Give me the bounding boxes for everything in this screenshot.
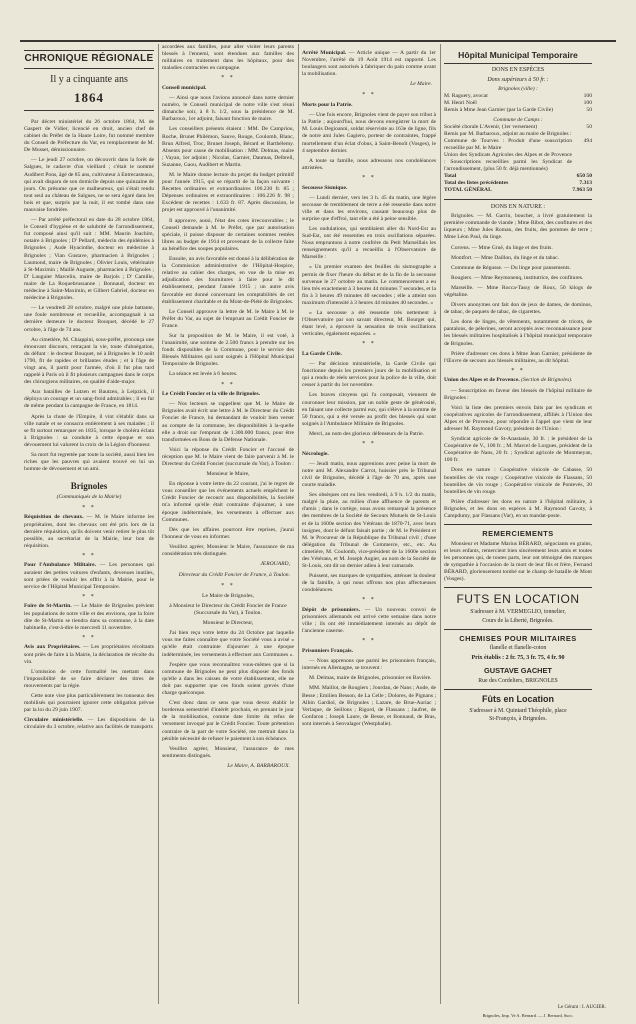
secousse-heading: Secousse Sismique. (302, 184, 348, 191)
dons-especes-heading: DONS EN ESPÈCES (491, 66, 545, 73)
ad-chemises-shop: GUSTAVE GACHET (484, 666, 552, 676)
brief-heading: Foire de St-Martin. (24, 603, 72, 610)
separator-stars: * * (362, 174, 376, 181)
paragraph: Merci, au nom des glorieux défenseurs de la Patrie. (309, 430, 424, 437)
printer-line: Brignoles, Imp. Ve A. Bernard. — J. Bernard, Succ. (482, 1013, 574, 1018)
arrete-heading: Arrêté Municipal. (302, 50, 347, 56)
separator-stars: * * (362, 341, 376, 348)
brief-text: Cette note vise plus particulièrement les tonneaux des mobilisés qui pourraient ignorer cette obligation prévue par la loi du 29 juin 1907. (24, 693, 154, 714)
donation-row (444, 138, 592, 152)
brief-text: L'omission de cette formalité les mettant dans l'impossibilité de se faire déclarer des titres de mouvements par la régie. (24, 668, 154, 689)
prisonniers-body (302, 658, 436, 728)
gerant-line: Le Gérant : I. AUGIER. (557, 1005, 606, 1010)
paragraph: J'ai bien reçu votre lettre du 24 Octobre par laquelle vous me faites connaître que votre Société vous a avisé « qu'elle était contrainte d'ajourner à une époque indéterminée, les versements à effectuer aux Communes ». (162, 630, 294, 658)
divider (444, 629, 592, 630)
brief-item (24, 603, 154, 631)
commune-label: Commune de Camps : (493, 116, 543, 123)
donation-label: M. Raguery, avocat (444, 93, 488, 100)
union-heading: Union des Alpes et de Provence. (444, 377, 520, 384)
donation-amount (572, 152, 592, 173)
paragraph: Les ondulations, qui semblaient aller du Nord-Est au Sud-Est, ont été ressenties en trois oscillations séparées. Nous empruntons à notre confrère du Petit Marseillais les renseignements qu'il a recueillis à l'Observatoire de Marseille : (302, 226, 436, 261)
paragraph: J'espère que vous reconnaîtrez vous-mêmes que si la commune de Brignoles ne peut plus disposer des fonds qu'elle a dans les caisses de votre établissement, elle ne doit pas supporter que ces fonds soient grevés d'une charge quelconque. (162, 661, 294, 697)
paragraph: M. Delmas, maire de Brignoles, prisonnier en Bavière. (309, 675, 432, 682)
nature-body (444, 213, 592, 365)
paragraph: Au cimetière, M. Chiappini, sous-préfet, prononça une émouvant discours, retraçant la vie, toute d'abnégation, du défunt : le docteur Bouquet, né à Brignoles le 10 août 1790, fit de rapides et brillantes études ; et à l'âge de vingt ans, il partit pour l'armée, d'où il fut plus tard rappelé à Paris où il fit plusieurs campagnes dans le corps des chirurgiens militaires, en qualité d'aide-major. (24, 336, 154, 386)
garde-heading: La Garde Civile. (302, 351, 342, 358)
brief-item (24, 693, 154, 714)
paragraph: Rougiers. — Mme Reymonenq, institutrice, des confitures. (451, 274, 584, 281)
donations-list-2 (444, 131, 592, 174)
depot-text: — Un nouveau convoi de prisonniers allemands est arrivé cette semaine dans notre ville ; ils ont été immédiatement internés au dépôt de l'ancienne caserne. (302, 607, 436, 635)
year-heading: 1864 (24, 90, 154, 111)
brignoles-heading: Brignoles (70, 481, 108, 492)
donation-amount: 7.963 50 (572, 187, 592, 194)
ad-futs-line2: Cours de la Liberté, Brignoles. (482, 617, 554, 624)
paragraph: Veuillez agréer, Monsieur, l'assurance de mes sentiments distingués. (162, 745, 294, 759)
column-4 (444, 44, 592, 1010)
ad-chemises-address: Rue des Cordeliers, BRIGNOLES (478, 677, 558, 684)
separator-stars: * * (221, 583, 235, 590)
paragraph: — Jeudi matin, nous apprenions avec peine la mort de notre ami M. Alexandre Carrot, huissier près le Tribunal civil de Brignoles, décédé à l'âge de 70 ans, après une courte maladie. (302, 460, 436, 489)
paragraph: — Lundi dernier, vers les 3 h. 45 du matin, une légère secousse de tremblement de terre a été ressentie dans notre ville et dans les environs, causant beaucoup plus de surprise que d'effroi, tant elle a été à peine sensible. (302, 194, 436, 222)
donation-row (444, 173, 592, 180)
divider (444, 689, 592, 690)
donation-amount: 7.313 (579, 180, 592, 187)
paragraph: Le Conseil approuve la lettre de M. le Maire à M. le Préfet du Var, au sujet de l'emprunt au Crédit Foncier de France. (162, 308, 294, 329)
paragraph: Prière d'adresser ces dons à Mme Jean Garnier, présidente de l'Œuvre de secours aux blessés militaires, au dit hôpital. (444, 350, 592, 364)
paragraph: Aux batailles de Lutzen et Bautzen, à Leipzick, il déploya un courage et un sang-froid admirables ; il en fut de même pendant la campagne de France, en 1814. (24, 389, 154, 410)
credit-heading: Le Crédit Foncier et la ville de Brignoles. (162, 391, 261, 398)
brief-text: — Les personnes qui auraient des petites voitures d'enfants, devenues inutiles, sont priées de vouloir les offrir à la Mairie, pour le service de l'Hôpital Municipal Temporaire. (24, 562, 154, 590)
paragraph: Les conseillers présents étaient : MM. De Campriou, Roche, Brunet Philémon, Sauve, Rouge, Coulomb, Blanc, Brun Alfred, Troc, Brunet Joseph, Bérard et Barthélemy. Absents pour cause de mobilisation : MM. Delmas, maire ; Vayan, 1er adjoint ; Nicolas, Garnier, Daumas, Delbreil, Suzanne, Gaou, Audibert et Martin. (162, 126, 294, 168)
donation-amount: 100 (583, 100, 592, 107)
brignoles-label: Brignoles (ville) : (498, 86, 538, 93)
ad-futs2-title: Fûts en Location (482, 694, 554, 705)
paragraph: Ses obsèques ont eu lieu vendredi, à 9 h. 1/2 du matin, malgré la pluie, au milieu d'une affluence de parents et d'amis ; dans le cortège, nous avons remarqué la présence des membres de la Société de Secours Mutuels de St-Louis et de la 1600e section des Vétérans de 1870-71, avec leurs insignes, dont le défunt faisait partie ; de M. le Président et M. le Procureur de la République du Tribunal civil ; d'une délégation du Tribunal de Commerce, etc., etc. Au cimetière, M. Coulomb, vice-président de la 1600e section des Vétérans, et M. Joseph Augier, au nom de la Société de St-Louis, ont dit un dernier adieu à leur camarade. (302, 492, 436, 570)
donation-row (444, 152, 592, 173)
donation-amount: 100 (583, 93, 592, 100)
brief-text: — Les propriétaires récoltants sont priés de faire à la Mairie, la déclaration de récolte du vin. (24, 644, 154, 665)
paragraph: La séance est levée à 6 heures. (169, 371, 238, 378)
conseil-body (162, 95, 294, 378)
brief-item (24, 562, 154, 590)
donation-row (444, 187, 592, 194)
donation-amount: 650 50 (576, 173, 592, 180)
brief-item (24, 644, 154, 665)
donation-amount (572, 131, 592, 138)
briefs-list (24, 505, 154, 732)
reply-heading: Le Maire de Brignoles, (202, 592, 254, 599)
union-sub: (Section de Brignoles). (521, 377, 573, 384)
morts-heading: Morts pour la Patrie. (302, 102, 353, 109)
divider (444, 587, 592, 588)
paragraph: Divers anonymes ont fait don de jeux de dames, de dominos, de tabac, de paquets de tabac, de cigarettes. (444, 302, 592, 316)
brief-text: — Les dispositions de la circulaire du 3 octobre, relative aux facilités de transports (24, 717, 154, 731)
remerciements-text: Monsieur et Madame Marius BÉRARD, négociants en grains, et leurs enfants, remercient bien sincèrement leurs amis et toutes les personnes qui, de toutes parts, leur ont témoigné des marques de sympathie à l'occasion de la mort de leur fils et frère, Fernand BÉRARD, glorieusement tombé sur le champ de bataille de Mont (Vosges). (444, 540, 592, 582)
paragraph: Puissent, ses marques de sympathies, atténuer la douleur de la famille, à qui nous offrons nos plus affectueuses condoléances. (302, 573, 436, 594)
donation-label: Total des listes précédentes (444, 180, 509, 187)
brief-item (24, 669, 154, 690)
donation-label: Remis à Mme Jean Garnier (par la Garde Civile) (444, 107, 554, 114)
reply-body (162, 630, 294, 760)
paragraph: — Ainsi que nous l'avions annoncé dans notre dernier numéro, le Conseil municipal de notre ville s'est réuni dimanche soir, à 8 h. 1/2, sous la présidence de M. Barbaroux, 1er adjoint, faisant fonction de maire. (162, 95, 294, 123)
paragraph: Sur la proposition de M. le Maire, il est voté, à l'unanimité, une somme de 2.500 francs à prendre sur les fonds disponibles de la Commune, pour le service des Blessés Militaires qui sont soignés à l'Hôpital Municipal Temporaire de Brignoles. (162, 332, 294, 368)
morts-body (302, 112, 436, 172)
paragraph: « Un premier examen des feuilles du sismographe a permis de fixer l'heure du début et de la fin de la secousse survenue le 27 octobre au matin. Le commencement a eu lieu très exactement à 3 heures 44 minutes 7 secondes, et la fin à 3 heures 49 minutes 40 secondes ; elle a atteint son maximum d'intensité à 3 heures 44 minutes 40 secondes. » (302, 264, 436, 306)
paragraph: — Nous apprenons que parmi les prisonniers français, internés en Allemagne, se trouvent : (302, 658, 436, 672)
donation-label: Remis par M. Barbaroux, adjoint au maire de Brignoles : (444, 130, 572, 137)
paragraph: « La secousse a été ressentie très nettement à l'Observatoire par son savant directeur, M. Bourget qui, étant levé, a éprouvé la sensation de trois oscillations verticales, également espacées. » (302, 310, 436, 338)
donation-label: Commune de Tourves : Produit d'une souscription recueillie par M. le Maire (444, 137, 572, 151)
commune-row: Société chorale L'Avenir, (1er versement) 50 (444, 123, 592, 130)
donation-amount: 50 (586, 107, 592, 114)
separator-stars: * * (82, 634, 96, 641)
paragraph: MM. Maillot, de Rougiers ; Jourdan, de Nans ; Aude, de Besse ; Emilien Besson, de La Celle ; Dolores, de Pignans ; Albin Gardiol, de Brignoles ; Lazare, de Brue-Auriac ; Verlaque, de Seillons ; Rigord, de Flassans ; Jaufret, de Gonfaron ; Joseph Laure, de Besse, et Bonnaud, de Bras, sont internés à Senvalager (Westphalie). (302, 685, 436, 727)
letter-signer: JEROUARD, (260, 561, 290, 568)
column-2 (162, 44, 294, 1010)
necrologie-heading: Nécrologie. (302, 450, 329, 457)
paragraph: Correns. — Mme Gruë, du linge et des fruits. (451, 244, 553, 251)
separator-stars: * * (362, 92, 376, 99)
paragraph: Dons en nature : Coopérative vinicole de Cabasse, 50 bouteilles de vin rouge ; Coopérative vinicole de Flassans, 50 bouteilles de vin rouge ; Coopérative vinicole de Pontevès, 30 bouteilles de vin rouge. (444, 467, 592, 495)
paragraph: — Une fois encore, Brignoles vient de payer son tribut à la Patrie ; aujourd'hui, nous devons enregistrer la mort de M. Louis Degioanni, soldat réserviste au 163e de ligne, fils de notre ami Jules Gagiero, porteur de contraintes, frappé mortellement d'un éclat d'obus, à Saint-Benoît (Vosges), le 4 septembre dernier. (302, 112, 436, 154)
donation-label: TOTAL GÉNÉRAL (444, 187, 492, 194)
letter-salutation: Monsieur le Maire, (206, 471, 250, 478)
paragraph: Ensuite, un avis favorable est donné à la délibération de la Commission administrative de l'Hôpital-Hospice, relative au cahier des charges, en vue de la mise en adjudication des fournitures à faire pour le dit établissement, pendant l'année 1915 ; un autre avis favorable est donné concernant les comptabilités de cet établissement charitable et du Mont-de-Piété de Brignoles. (162, 256, 294, 305)
brief-heading: Réquisition de chevaux. (24, 514, 84, 521)
paragraph: — Par décision ministérielle, la Garde Civile qui fonctionne depuis les premiers jours de la mobilisation et qui a rendu de réels services pour la police de la ville, doit cesser à partir du 1er novembre. (302, 361, 436, 389)
section-title: CHRONIQUE RÉGIONALE (24, 50, 154, 69)
paragraph: — Nos lecteurs se rappellent que M. le Maire de Brignoles avait écrit une lettre à M. le Directeur du Crédit Foncier de France, lui demandant de vouloir bien verser au compte de la commune, les disponibilités à la-quelle elle a droit sur l'emprunt de 1.300.000 francs, pour être transformées en Bons de la Défense Nationale. (162, 401, 294, 443)
donation-label: Total (444, 173, 457, 180)
paragraph: Syndicat agricole de St-Anastasie, 30 fr. ; le président de la Coopérative de V., 100 fr. ; M. Marcel de Lorgues, président de la Coopérative de Nans, 20 fr. ; Syndicat agricole de Montmeyan, 100 fr. (444, 436, 592, 464)
paragraph: Dès que les affaires pourront être reprises, j'aurai l'honneur de vous en informer. (162, 526, 294, 540)
paragraph: — Le jeudi 27 octobre, on découvrit dans la forêt de Salgues, le cadavre d'un vieillard ; c'était le nommé Audibert Pons, âgé de 85 ans, cultivateur à Entrecasteaux, qui avait disparu de son domicile depuis une quinzaine de jours. On présume que ce malheureux, qui s'était rendu tout seul au château de Salgues, ne se sera égaré dans les bois et que, surpris par la nuit, il est tombé dans une mauvaise fondrière. (24, 157, 154, 213)
subtitle: Il y a cinquante ans (50, 73, 128, 85)
donation-row (444, 107, 592, 114)
paragraph: Commune de Régusse. — Du linge pour pansements. (451, 264, 571, 271)
garde-body (302, 361, 436, 438)
letter-signer-title: Directeur du Crédit Foncier de France, à Toulon. (178, 572, 290, 579)
conseil-heading: Conseil municipal. (162, 84, 207, 91)
donation-amount: 494 (583, 137, 592, 144)
paragraph: — Par arrêté préfectoral en date du 28 octobre 1864, le Conseil d'hygiène et de salubrité de l'arrondissement, fut composé ainsi qu'il suit : MM. Maurin Joachim, notaire à Brignoles ; D' Pellard, médecin des épidémies à Brignoles ; Aude Hyacinthe, docteur en médecine à Brignoles ; Vian Gustave, pharmacien à Brignoles ; Laumond, maire de Brignoles ; Olivier Louis, vétérinaire à St-Maximin ; Maillé Auguste, pharmacien à Brignoles ; D' Lauguier Marcelin, maire de Barjols ; D' Camille, maire de La Roquebrussanne ; Bonnaud, docteur en médecine à Saint-Maximin, et Gilbert Gabriel, docteur en médecine à Brignoles. (24, 217, 154, 302)
article-body (24, 119, 154, 473)
donation-label: Union des Syndicats Agricoles des Alpes et de Provence : Souscriptions recueillies parmi les Syndicat de l'arrondissement, (plus 50 fr. déjà mentionnés) (444, 151, 572, 173)
divider (444, 199, 592, 200)
paragraph: Sa mort fut regrettée par toute la société, aussi bien les riches que les pauvres qui avaient trouvé en lui un homme de dévouement et un ami. (24, 452, 154, 473)
arrete-text: — Article unique — A partir du 1er Novembre, l'arrêté du 19 Août 1914 est rapporté. Les boulangers sont autorisés à fabriquer du pain comme avant la mobilisation. (302, 50, 436, 78)
reply-signer: Le Maire, A. BARBAROUX. (227, 762, 290, 769)
top-rule (20, 40, 616, 42)
separator-stars: * * (221, 381, 235, 388)
paragraph: Les braves citoyens qui l'a composait, viennent de couronner leur mission, par un noble geste de générosité, en faisant une collecte parmi eux, qui s'élève à la somme de 50 francs, qui a été versée au profit des blessés qui sont soignés à l'Ambulance Militaire de Brignoles. (302, 392, 436, 427)
separator-stars: * * (82, 593, 96, 600)
hospital-title: Hôpital Municipal Temporaire (444, 50, 592, 64)
donations-list (444, 93, 592, 114)
column-1 (24, 44, 154, 1010)
brief-text: — Le Maire de Brignoles prévient les populations de notre ville et des environs, que la foire dite de St-Martin se tiendra dans sa commune, à la date habituelle, c'est-à-dire le mercredi 11 novembre. (24, 603, 154, 631)
separator-stars: * * (221, 75, 235, 82)
credit-body (162, 401, 294, 468)
paragraph: A toute sa famille, nous adressons nos condoléances attristées. (302, 157, 436, 171)
separator-stars: * * (82, 552, 96, 559)
brief-heading: Circulaire ministérielle. (24, 717, 84, 724)
paragraph: Voici la liste des premiers envois faits par les syndicats et coopératives agricoles de l'arrondissement, affiliés à l'Union des Alpes et de Provence, pour répondre à l'appel que vient de leur adresser M. Raymond Gavoty, président de l'Union : (444, 404, 592, 432)
ad-chemises-title: CHEMISES POUR MILITAIRES (459, 634, 577, 644)
donation-row (444, 93, 592, 100)
paragraph: Veuillez agréer, Monsieur le Maire, l'assurance de ma considération très distinguée. (162, 543, 294, 558)
brief-item (24, 717, 154, 731)
letter-body (162, 481, 294, 558)
dons-nature-heading: DONS EN NATURE : (490, 203, 546, 210)
paragraph: Prière d'adresser les dons en nature à l'hôpital militaire, à Brignoles, et les dons en espèces à M. Raymond Gavoty, à Campdumy, par Flassans (Var), en un mandat-poste. (444, 498, 592, 520)
totals-list (444, 173, 592, 194)
brignoles-subheading: (Communiqués de la Mairie) (56, 493, 122, 500)
paragraph: Marseille. — Mme Rocca-Tassy de Roux, 50 kilogs de végétaline. (444, 284, 592, 298)
reply-salutation: Monsieur le Directeur, (202, 620, 254, 627)
separator-stars: * * (82, 504, 96, 511)
union-body (444, 388, 592, 521)
ad-futs-line1: S'adresser à M. VERMEGLIO, tonnelier, (470, 609, 566, 616)
intro-paragraph: accordées aux familles, pour aller visiter leurs parents blessés à l'ennemi, sont étendues aux familles des militaires en traitement dans les hôpitaux, pour des maladies contractées en campagne. (162, 44, 294, 72)
column-divider (298, 44, 299, 1004)
donation-label: M. Henri Noël (444, 100, 477, 107)
column-divider (440, 44, 441, 1004)
paragraph: Les dons de linges, de vêtements, notamment de tricots, de pantalons, de pélerines, seront acceptés avec reconnaissance pour les blessés militaires hospitalisés à l'hôpital municipal temporaire de Brignoles. (444, 319, 592, 347)
remerciements-heading: REMERCIEMENTS (482, 529, 554, 539)
separator-stars: * * (362, 441, 376, 448)
column-3 (302, 44, 436, 1010)
paragraph: Voici la réponse du Crédit Foncier et l'accusé de réception que M. le Maire vient de faire parvenir à M. le Directeur du Crédit Foncier (succursale du Var), à Toulon : (162, 446, 294, 467)
paragraph: Montfort. — Mme Daillon, du linge et du tabac. (451, 254, 559, 261)
secousse-body (302, 195, 436, 339)
paragraph: M. le Maire donne lecture du projet du budget primitif pour l'année 1915, qui se répartit de la façon suivante : Recettes ordinaires et extraordinaires 106.230 fr. 85 ; Dépenses ordinaires et extraordinaires : 106.226 fr. 98 ; Excédent de recettes : 1.633 fr. 87. Après discussion, le projet est approuvé à l'unanimité. (162, 172, 294, 214)
separator-stars: * * (511, 367, 525, 374)
dons-sub: Dons supérieurs à 50 fr. : (487, 76, 549, 83)
necrologie-body (302, 461, 436, 595)
paragraph: Brignoles. — M. Garrin, boucher, a livré gratuitement la première commande de viande ; Mme Ribot, des confitures et des liqueurs ; Mme Jules Roman, des fruits, des pommes de terre ; Mme Léon Paul, du linge. (444, 213, 592, 241)
paragraph: C'est donc dans ce sens que vous devez établir le bordereau semestriel d'intérêt prochain, en prenant le jour de la mobilisation, comme date limite du refus de versement invoqué par le Crédit Foncier. Toute prétention contraire de la part de votre Société, me mettrait dans la pénible nécessité de refuser le paiement à son échéance. (162, 700, 294, 742)
separator-stars: * * (362, 597, 376, 604)
paragraph: Après la chute de l'Empire, il vint s'établir dans sa ville natale et se consacra entièrement à ses malades ; il se fit surtout remarquer en 1835, lorsque le choléra éclata à Brignoles : sa conduite à cette époque et son dévouement lui valurent la croix de la Légion d'honneur. (24, 413, 154, 448)
arrete-sign: Le Maire. (410, 81, 432, 88)
divider (444, 524, 592, 525)
column-divider (158, 44, 159, 1004)
paragraph: En réponse à votre lettre du 22 courant, j'ai le regret de vous conseiller que les événements actuels empêchent le Crédit Foncier de recourir aux disponibilités, la Société m'a informé qu'elle était contrainte d'ajourner, à une époque indéterminée, les versements à effectuer aux Communes. (162, 481, 294, 523)
ad-futs2-line1: S'adresser à M. Quintard Théophile, place (469, 707, 567, 714)
separator-stars: * * (362, 638, 376, 645)
ad-chemises-line1: flanelle et flanelle-coton (489, 645, 547, 652)
donation-row (444, 131, 592, 138)
ad-futs-title: FUTS EN LOCATION (456, 592, 580, 607)
brief-item (24, 514, 154, 549)
brief-heading: Avis aux Propriétaires. (24, 644, 81, 651)
ad-futs2-line2: St-François, à Brignoles. (489, 715, 547, 722)
paragraph: — Le vendredi 28 octobre, malgré une pluie battante, une foule nombreuse et recueillie, accompagnait à sa dernière demeure le docteur Bouquet, décédé le 27 octobre, à l'âge de 74 ans. (24, 305, 154, 333)
depot-heading: Dépôt de prisonniers. (302, 607, 360, 614)
reply-to: à Monsieur le Directeur du Crédit Foncier de France (Succursale du Var), à Toulon. (169, 603, 287, 617)
prisonniers-heading: Prisonniers Français. (302, 648, 353, 655)
paragraph: Il approuve, aussi, l'état des cotes irrecouvrables ; le Conseil demande à M. le Préfet, que par autorisation spéciale, il puisse disposer de certaines sommes restées libres au budget de 1914 et provenant de la collecte faite au bénéfice des soupes populaires. (162, 217, 294, 252)
paragraph: — Souscription en faveur des blessés de l'hôpital militaire de Brignoles : (444, 387, 592, 401)
paragraph: Par décret ministériel du 26 octobre 1864, M. de Gaspert de Vidier, licencié en droit, ancien chef de cabinet du Préfet de la Haute Loire, fut nommé membre du Conseil de Préfecture du Var, en remplacement de M. De Musset, démissionnaire. (24, 118, 154, 154)
brief-text: — M. le Maire informe les propriétaires, dont les chevaux ont été pris lors de la dernière réquisition, qu'ils doivent venir retirer le plus tôt possible, au secrétariat de la Mairie, leur bon de réquisition. (24, 514, 154, 549)
brief-heading: Pour l'Ambulance Militaire. (24, 562, 96, 569)
ad-chemises-prices: Prix établis : 2 fr. 75, 3 fr. 75, 4 fr. 90 (471, 654, 565, 661)
